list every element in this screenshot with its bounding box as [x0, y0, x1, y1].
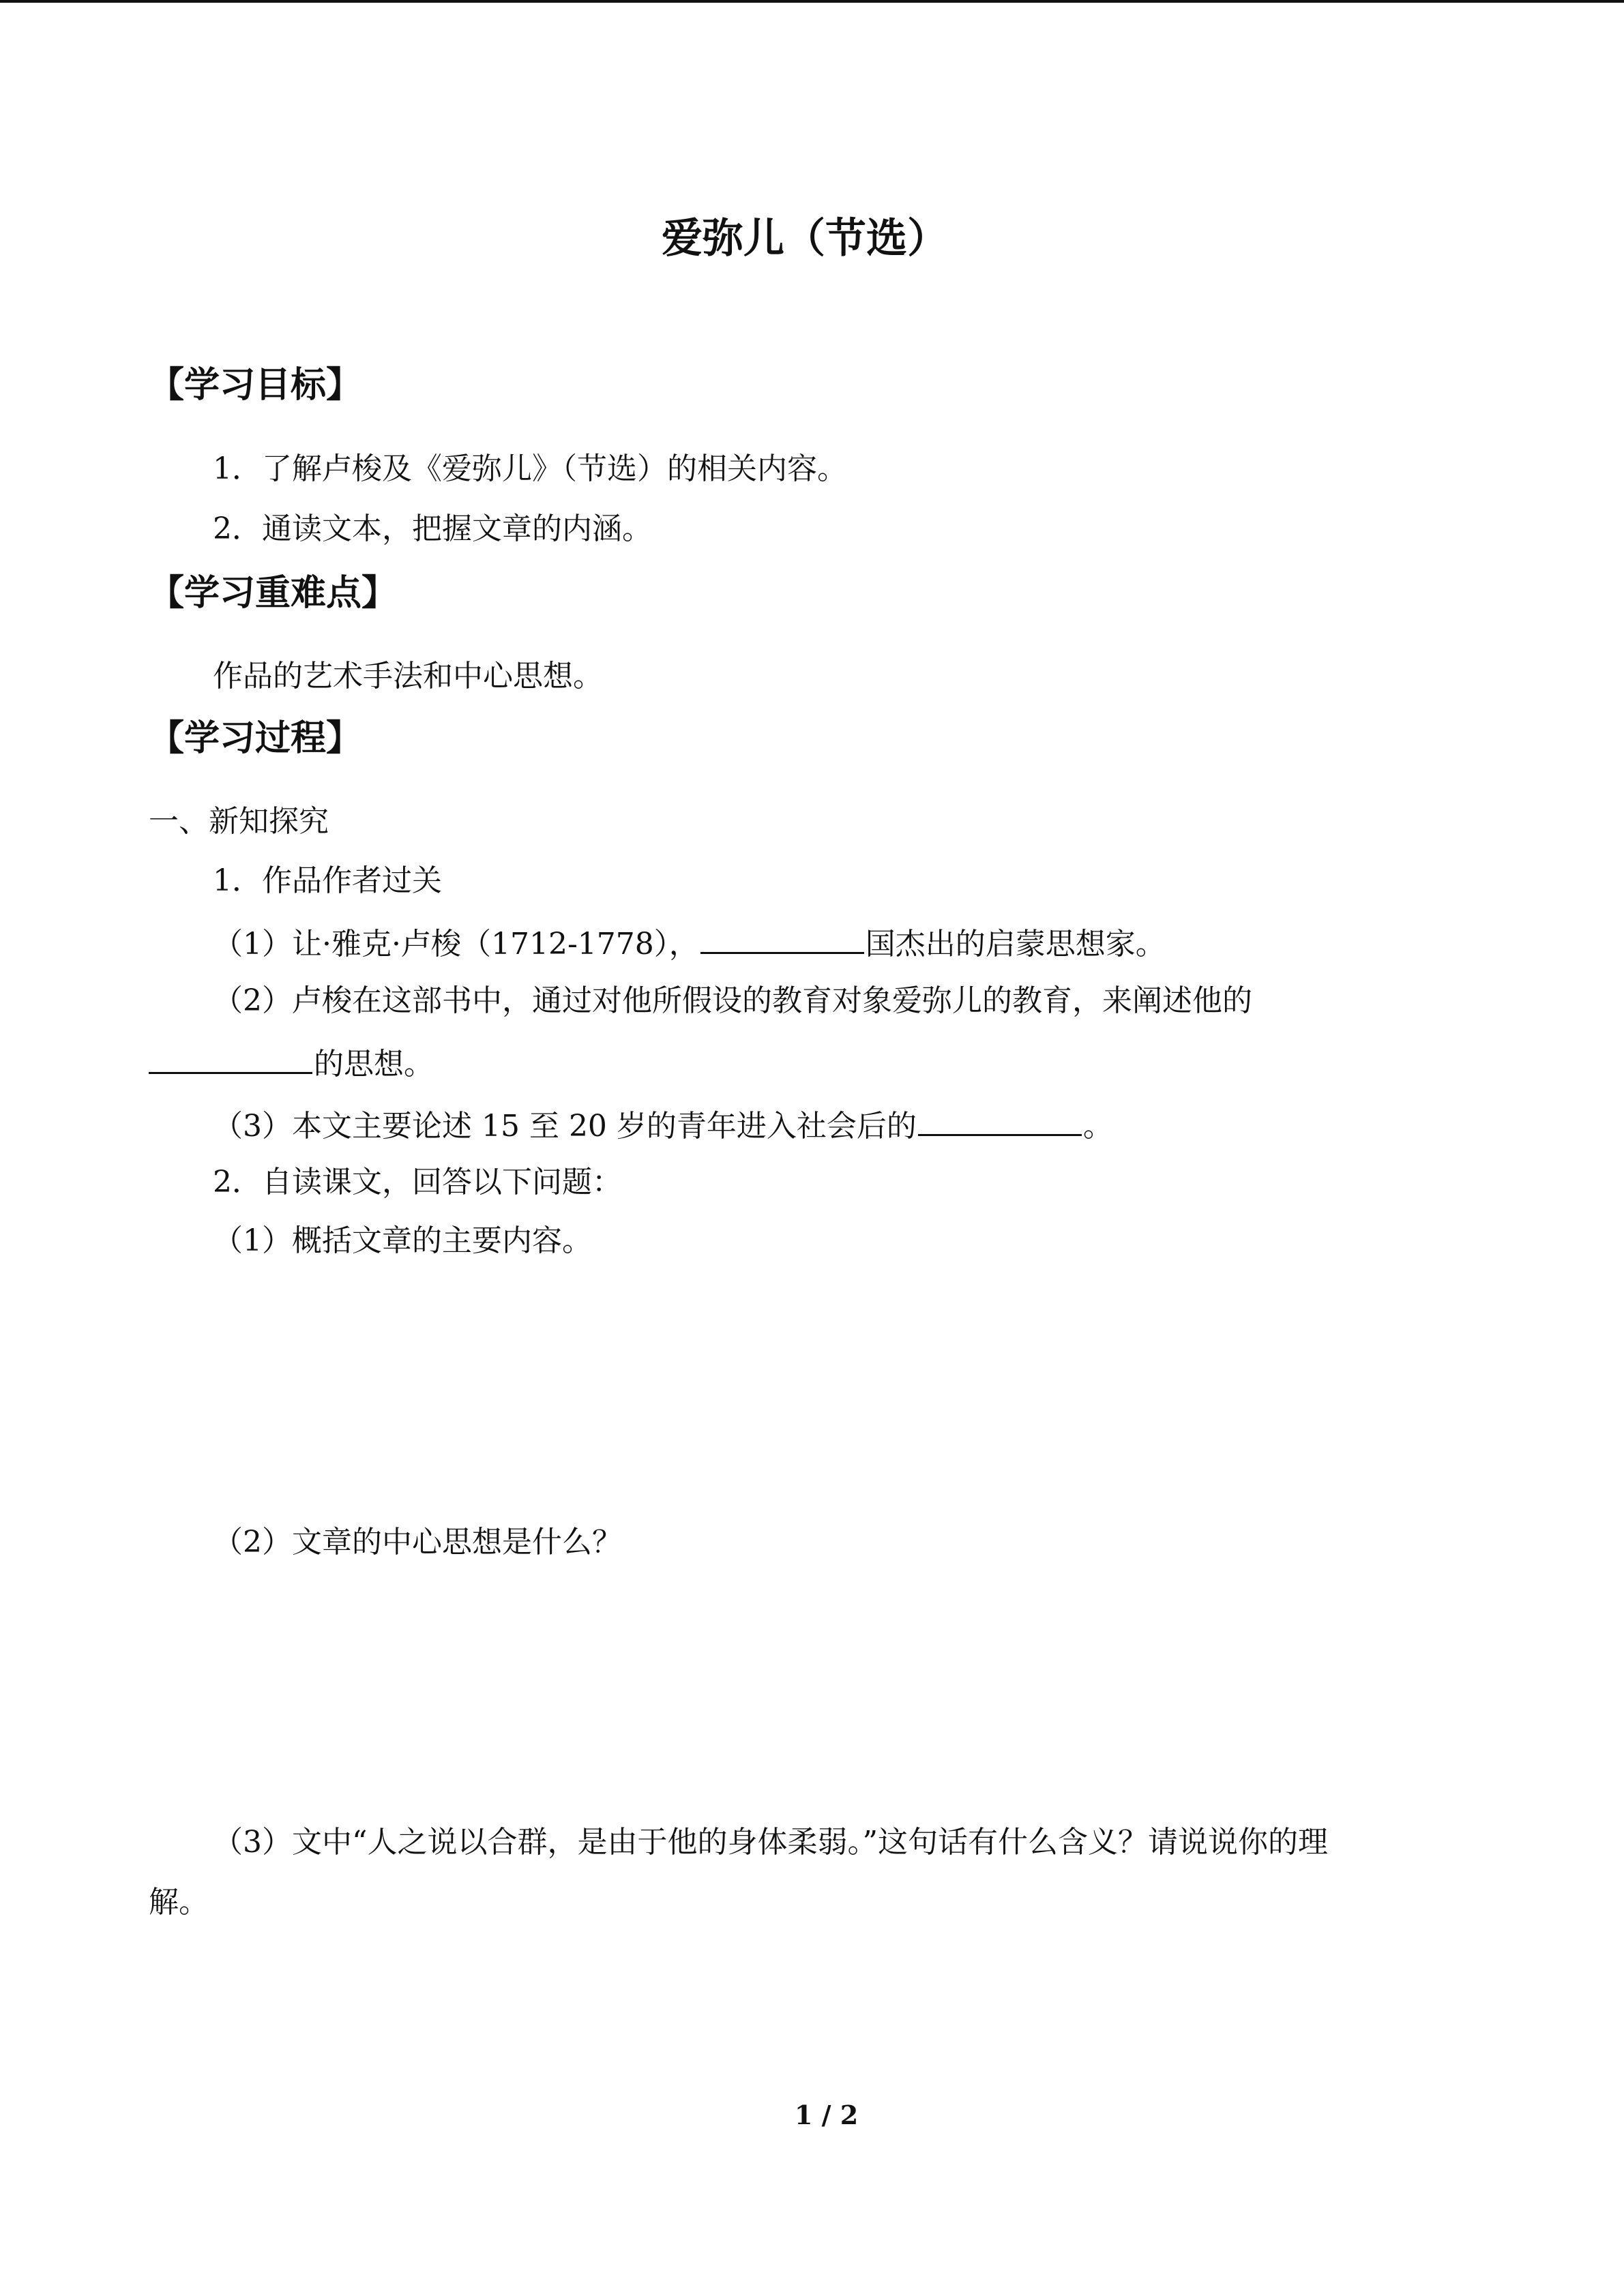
- fill-blank-1c[interactable]: [918, 1103, 1082, 1136]
- key-points-heading: 【学习重难点】: [149, 573, 398, 614]
- question-2b: （2）文章的中心思想是什么？: [213, 1525, 622, 1560]
- top-border: [0, 0, 1624, 3]
- question-1a: [213, 921, 1166, 965]
- question-1a-text-after: 国杰出的启蒙思想家。: [865, 927, 1166, 961]
- question-1-title: 1．作品作者过关: [213, 863, 442, 898]
- question-1c: [213, 1103, 1113, 1147]
- question-2c-line-2: 解。: [149, 1885, 209, 1920]
- page-number: 1 / 2: [795, 2100, 859, 2130]
- page-title: 爱弥儿（节选）: [662, 215, 948, 263]
- question-2a: （1）概括文章的主要内容。: [213, 1223, 592, 1258]
- question-1c-text-before: （3）本文主要论述 15 至 20 岁的青年进入社会后的: [213, 1109, 917, 1144]
- process-heading: 【学习过程】: [149, 718, 362, 759]
- objective-item-1: 1．了解卢梭及《爱弥儿》（节选）的相关内容。: [213, 451, 847, 486]
- question-2c-line-1: （3）文中“人之说以合群，是由于他的身体柔弱。”这句话有什么含义？请说说你的理: [213, 1825, 1328, 1860]
- key-points-text: 作品的艺术手法和中心思想。: [213, 659, 603, 694]
- part-one-label: 一、新知探究: [149, 804, 329, 839]
- question-1b-line-1: （2）卢梭在这部书中，通过对他所假设的教育对象爱弥儿的教育，来阐述他的: [213, 983, 1252, 1018]
- question-1b-line-2: [149, 1041, 434, 1085]
- question-1b-text-after: 的思想。: [314, 1047, 434, 1082]
- question-1c-text-after: 。: [1082, 1109, 1113, 1144]
- question-1a-text-before: （1）让·雅克·卢梭（1712-1778），: [213, 927, 699, 961]
- objectives-heading: 【学习目标】: [149, 365, 362, 406]
- question-2-title: 2．自读课文，回答以下问题：: [213, 1165, 622, 1199]
- fill-blank-1a[interactable]: [700, 921, 864, 954]
- objective-item-2: 2．通读文本，把握文章的内涵。: [213, 511, 652, 546]
- fill-blank-1b[interactable]: [149, 1041, 312, 1074]
